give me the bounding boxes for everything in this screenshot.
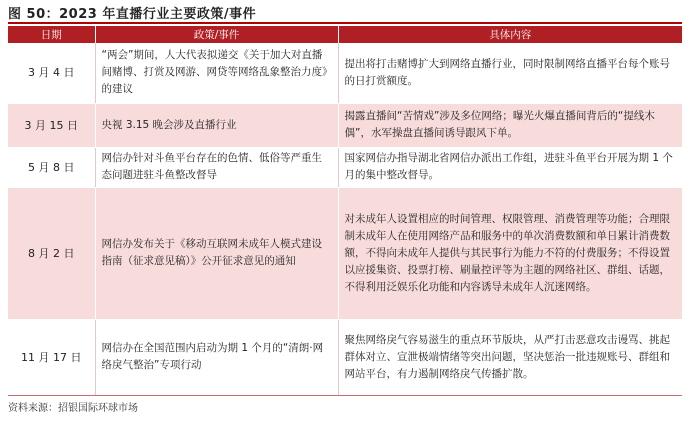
row-content: 国家网信办指导湖北省网信办派出工作组，进驻斗鱼平台开展为期 1 个月的集中整改督导。 <box>338 147 682 187</box>
policy-table <box>8 26 682 396</box>
header-event: 政策/事件 <box>95 26 338 43</box>
row-event: 网信办针对斗鱼平台存在的色情、低俗等严重生态问题进驻斗鱼整改督导 <box>95 147 338 187</box>
row-event: 网信办在全国范围内启动为期 1 个月的“清朗·网络戾气整治”专项行动 <box>95 319 338 395</box>
figure-title: 图 50：2023 年直播行业主要政策/事件 <box>8 7 257 22</box>
header-date: 日期 <box>8 26 95 43</box>
source-note: 资料来源：招银国际环球市场 <box>8 403 138 414</box>
table-row <box>8 319 682 395</box>
row-event: 央视 3.15 晚会涉及直播行业 <box>95 103 338 147</box>
row-event: 网信办发布关于《移动互联网未成年人模式建设指南（征求意见稿）》公开征求意见的通知 <box>95 187 338 319</box>
row-date: 11 月 17 日 <box>8 319 95 395</box>
table-header-row <box>8 26 682 43</box>
row-content: 揭露直播间“苦情戏”涉及多位网络；曝光火爆直播间背后的“提线木偶”，水军操盘直播间诱导跟风下单。 <box>338 103 682 147</box>
row-date: 8 月 2 日 <box>8 187 95 319</box>
row-date: 3 月 4 日 <box>8 43 95 103</box>
table-row <box>8 103 682 147</box>
row-date: 5 月 8 日 <box>8 147 95 187</box>
table-row <box>8 147 682 187</box>
row-date: 3 月 15 日 <box>8 103 95 147</box>
title-rule <box>8 22 682 24</box>
table-row <box>8 187 682 319</box>
row-content: 对未成年人设置相应的时间管理、权限管理、消费管理等功能；合理限制未成年人在使用网络产品和服务中的单次消费数额和单日累计消费数额，不得向未成年人提供与其民事行为能力不符的付费服务；不得设置以应援集资、投票打榜、刷量控评等为主题的网络社区、群组、话题，不得利用泛娱乐化功能和内容诱导未成年人沉迷网络。 <box>338 187 682 319</box>
row-content: 提出将打击赌博扩大到网络直播行业，同时限制网络直播平台每个账号的日打赏额度。 <box>338 43 682 103</box>
header-content: 具体内容 <box>338 26 682 43</box>
row-content: 聚焦网络戾气容易滋生的重点环节版块，从严打击恶意攻击谩骂、挑起群体对立、宣泄极端情绪等突出问题，坚决惩治一批违规账号、群组和网站平台，有力遏制网络戾气传播扩散。 <box>338 319 682 395</box>
table-row <box>8 43 682 103</box>
row-event: “两会”期间，人大代表拟递交《关于加大对直播间赌博、打赏及网游、网贷等网络乱象整治力度》的建议 <box>95 43 338 103</box>
